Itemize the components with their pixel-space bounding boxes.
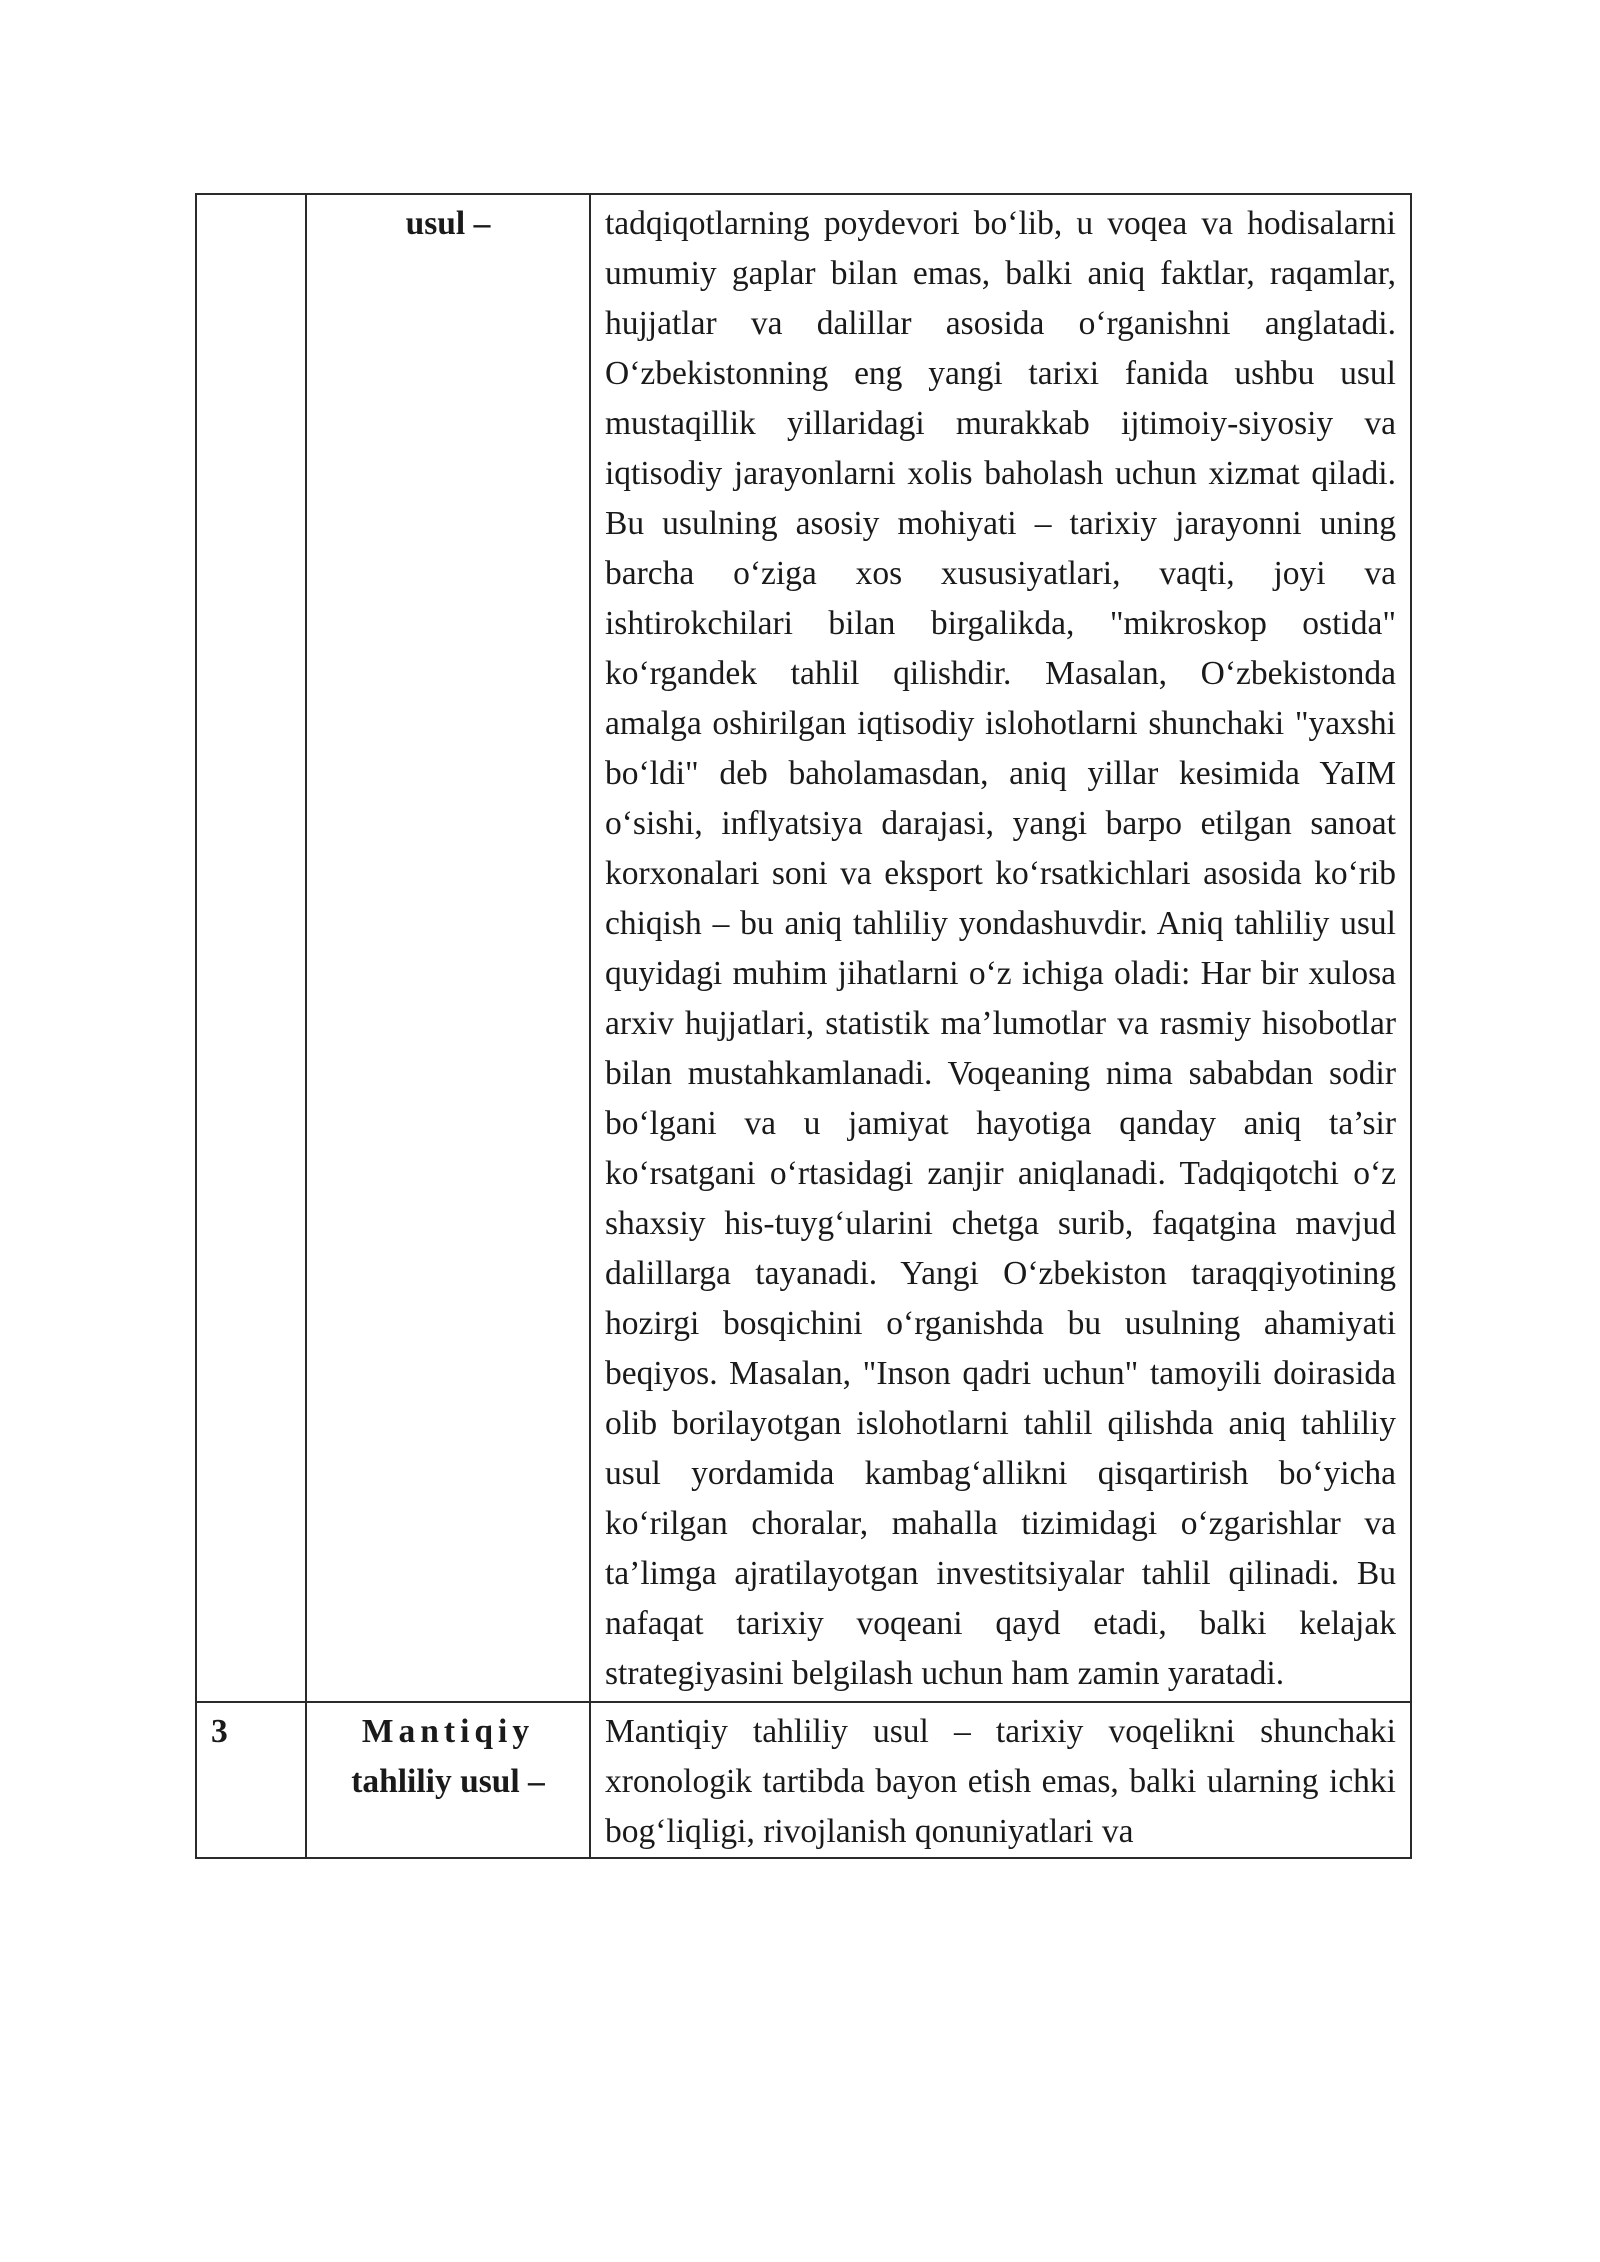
method-term-line-2: tahliliy usul – (351, 1763, 545, 1800)
method-term-cell (306, 1702, 590, 1858)
row-number-cell: 3 (196, 1702, 306, 1858)
method-description-cell (590, 1702, 1411, 1858)
table-row (196, 194, 1411, 1702)
method-term-line-1: Mantiqiy (361, 1713, 535, 1750)
content-table (195, 193, 1412, 1859)
method-description-text: Mantiqiy tahliliy usul – tarixiy voqelikni shunchaki xronologik tartibda bayon etish emas, balki ularning ichki bog‘liqligi, rivojlanish qonuniyatlari va (605, 1713, 1396, 1850)
table-row (196, 1702, 1411, 1858)
row-number-cell (196, 194, 306, 1702)
method-description-cell: tadqiqotlarning poydevori bo‘lib, u voqea va hodisalarni umumiy gaplar bilan emas, balki aniq faktlar, raqamlar, hujjatlar va dalillar asosida o‘rganishni anglatadi. O‘zbekistonning eng yangi tarixi fanida ushbu usul mustaqillik yillaridagi murakkab ijtimoiy-siyosiy va iqtisodiy jarayonlarni xolis baholash uchun xizmat qiladi. Bu usulning asosiy mohiyati – tarixiy jarayonni uning barcha o‘ziga xos xususiyatlari, vaqti, joyi va ishtirokchilari bilan birgalikda, "mikroskop ostida" ko‘rgandek tahlil qilishdir. Masalan, O‘zbekistonda amalga oshirilgan iqtisodiy islohotlarni shunchaki "yaxshi bo‘ldi" deb baholamasdan, aniq yillar kesimida YaIM o‘sishi, inflyatsiya darajasi, yangi barpo etilgan sanoat korxonalari soni va eksport ko‘rsatkichlari asosida ko‘rib chiqish – bu aniq tahliliy yondashuvdir. Aniq tahliliy usul quyidagi muhim jihatlarni o‘z ichiga oladi: Har bir xulosa arxiv hujjatlari, statistik ma’lumotlar va rasmiy hisobotlar bilan mustahkamlanadi. Voqeaning nima sababdan sodir bo‘lgani va u jamiyat hayotiga qanday aniq ta’sir ko‘rsatgani o‘rtasidagi zanjir aniqlanadi. Tadqiqotchi o‘z shaxsiy his-tuyg‘ularini chetga surib, faqatgina mavjud dalillarga tayanadi. Yangi O‘zbekiston taraqqiyotining hozirgi bosqichini o‘rganishda bu usulning ahamiyati beqiyos. Masalan, "Inson qadri uchun" tamoyili doirasida olib borilayotgan islohotlarni tahlil qilishda aniq tahliliy usul yordamida kambag‘allikni qisqartirish bo‘yicha ko‘rilgan choralar, mahalla tizimidagi o‘zgarishlar va ta’limga ajratilayotgan investitsiyalar tahlil qilinadi. Bu nafaqat tarixiy voqeani qayd etadi, balki kelajak strategiyasini belgilash uchun ham zamin yaratadi. (590, 194, 1411, 1702)
method-term-cell: usul – (306, 194, 590, 1702)
